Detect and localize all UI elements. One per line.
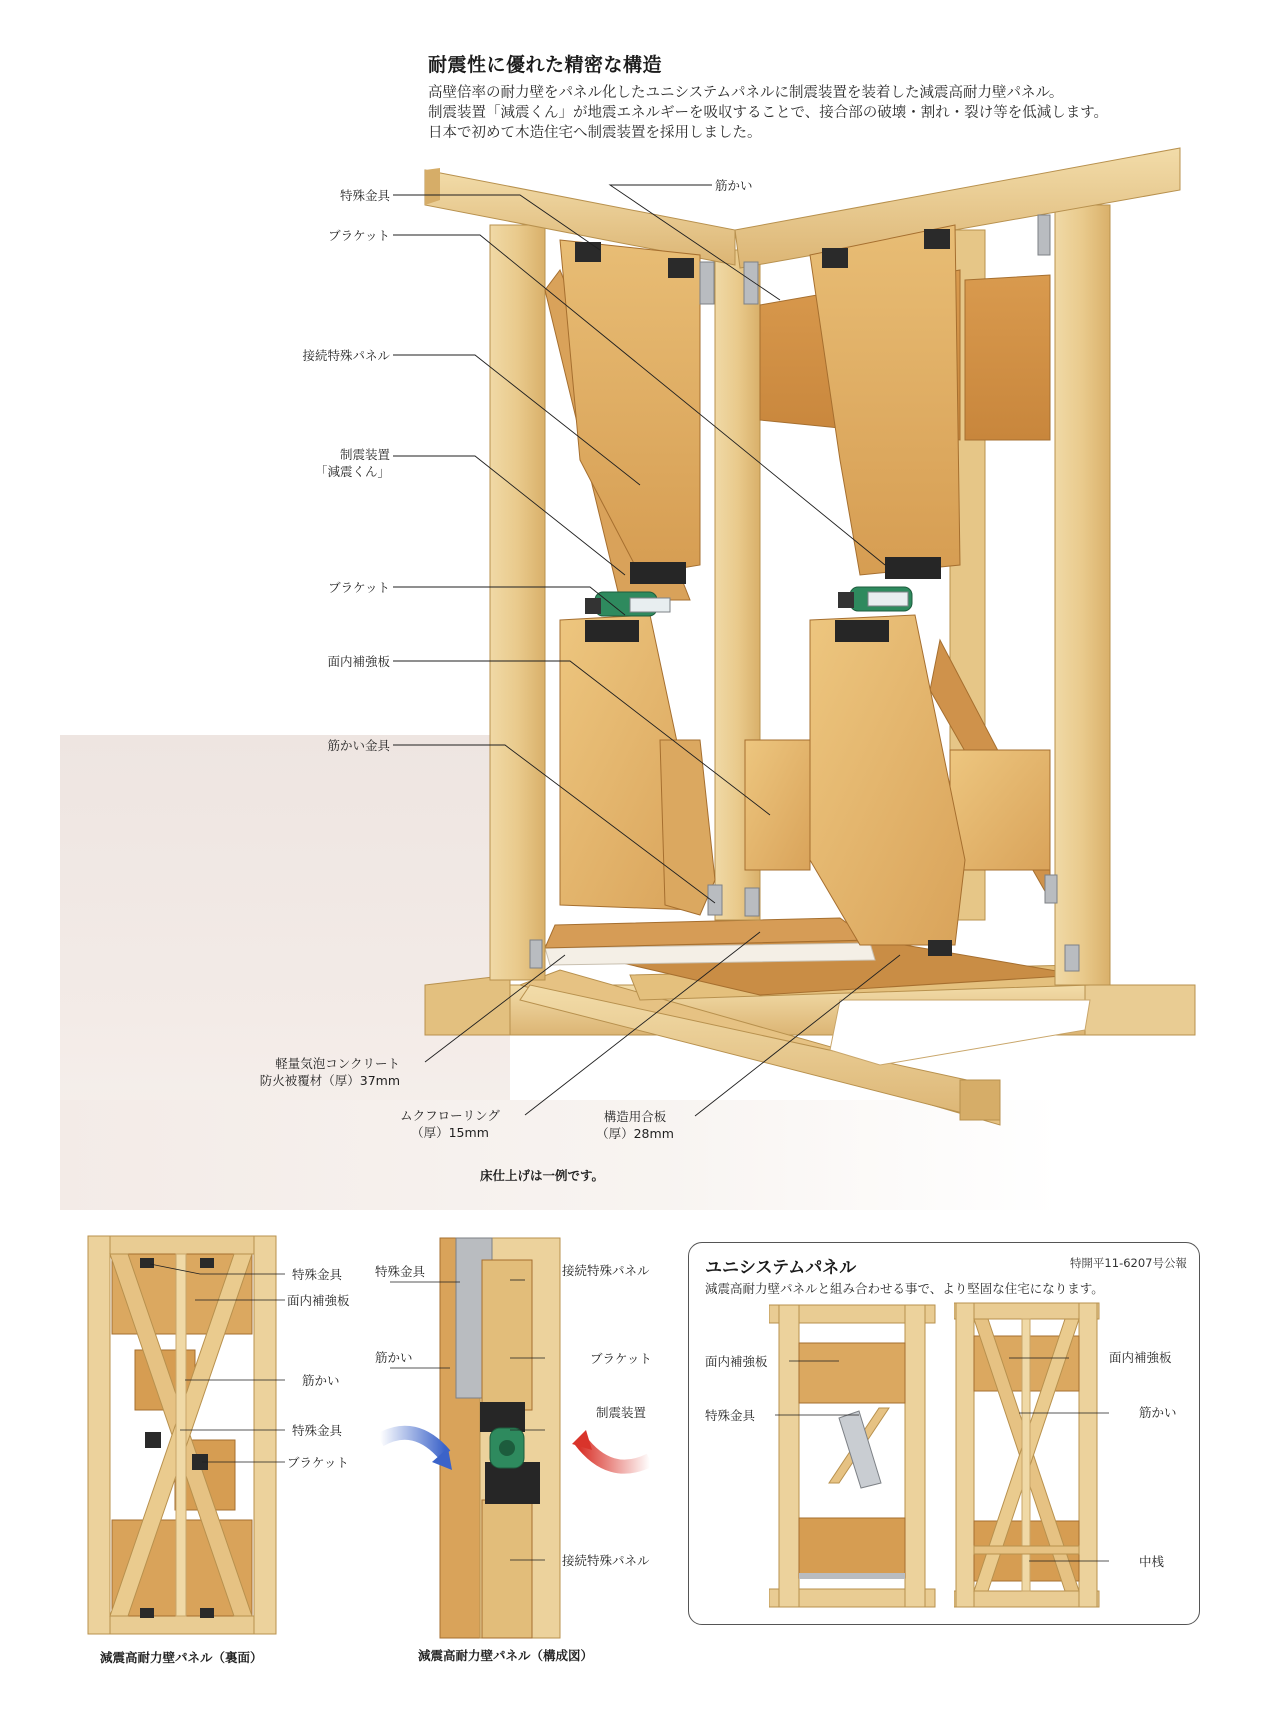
patent-number: 特開平11-6207号公報 bbox=[1069, 1256, 1187, 1270]
intro-line: 日本で初めて木造住宅へ制震装置を採用しました。 bbox=[428, 125, 762, 141]
back-panel-caption: 減震高耐力壁パネル（裏面） bbox=[100, 1650, 263, 1665]
label-setsuzoku-panel: 接続特殊パネル bbox=[302, 348, 390, 363]
label-plywood-1: 構造用合板 bbox=[603, 1109, 667, 1124]
struct-label-setsuzoku-2: 接続特殊パネル bbox=[562, 1553, 650, 1568]
back-label-tokushu-1: 特殊金具 bbox=[292, 1267, 343, 1282]
label-sujikai: 筋かい bbox=[715, 178, 753, 193]
uni-right-label-sujikai: 筋かい bbox=[1139, 1405, 1177, 1420]
label-bracket-mid: ブラケット bbox=[328, 580, 390, 595]
uni-leader-lines bbox=[689, 1243, 1201, 1626]
label-flooring-2: （厚）15mm bbox=[411, 1125, 489, 1140]
label-plywood-2: （厚）28mm bbox=[596, 1126, 674, 1141]
uni-right-label-mennai: 面内補強板 bbox=[1109, 1350, 1172, 1365]
struct-label-tokushu: 特殊金具 bbox=[375, 1264, 426, 1279]
damper-right bbox=[835, 557, 941, 642]
uni-system-box bbox=[688, 1242, 1200, 1625]
back-label-sujikai: 筋かい bbox=[302, 1373, 340, 1388]
back-label-bracket: ブラケット bbox=[287, 1455, 349, 1470]
label-concrete-1: 軽量気泡コンクリート bbox=[275, 1056, 400, 1071]
floor-note: 床仕上げは一例です。 bbox=[480, 1168, 605, 1183]
struct-label-seishin: 制震装置 bbox=[596, 1405, 647, 1420]
uni-system-description: 減震高耐力壁パネルと組み合わせる事で、より堅固な住宅になります。 bbox=[705, 1281, 1104, 1296]
struct-label-setsuzoku-1: 接続特殊パネル bbox=[562, 1263, 650, 1278]
label-sujikai-kanagu: 筋かい金具 bbox=[327, 738, 390, 753]
uni-left-label-tokushu: 特殊金具 bbox=[705, 1408, 756, 1423]
intro-line: 高壁倍率の耐力壁をパネル化したユニシステムパネルに制震装置を装着した減震高耐力壁パネル。 bbox=[428, 85, 1064, 101]
back-panel-illustration bbox=[80, 1230, 290, 1640]
back-label-mennai: 面内補強板 bbox=[287, 1293, 350, 1308]
label-mennai: 面内補強板 bbox=[327, 654, 390, 669]
label-seishin-1: 制震装置 bbox=[339, 447, 390, 462]
uni-left-label-mennai: 面内補強板 bbox=[705, 1354, 768, 1369]
back-label-tokushu-2: 特殊金具 bbox=[292, 1423, 343, 1438]
label-tokushu-kanagu: 特殊金具 bbox=[339, 188, 390, 203]
struct-label-sujikai: 筋かい bbox=[375, 1350, 413, 1365]
page-title: 耐震性に優れた精密な構造 bbox=[428, 54, 663, 76]
label-flooring-1: ムクフローリング bbox=[400, 1108, 500, 1123]
structure-caption: 減震高耐力壁パネル（構成図） bbox=[418, 1648, 594, 1663]
label-concrete-2: 防火被覆材（厚）37mm bbox=[259, 1073, 400, 1088]
damper-left bbox=[585, 562, 686, 642]
label-seishin-2: 「減震くん」 bbox=[314, 464, 390, 479]
uni-system-title: ユニシステムパネル bbox=[705, 1258, 857, 1278]
intro-line: 制震装置「減震くん」が地震エネルギーを吸収することで、接合部の破壊・割れ・裂け等を低減します。 bbox=[428, 105, 1109, 121]
uni-right-label-nakasan: 中桟 bbox=[1139, 1554, 1165, 1569]
label-bracket-top: ブラケット bbox=[328, 228, 390, 243]
structure-illustration bbox=[360, 1230, 660, 1640]
struct-label-bracket: ブラケット bbox=[590, 1351, 652, 1366]
